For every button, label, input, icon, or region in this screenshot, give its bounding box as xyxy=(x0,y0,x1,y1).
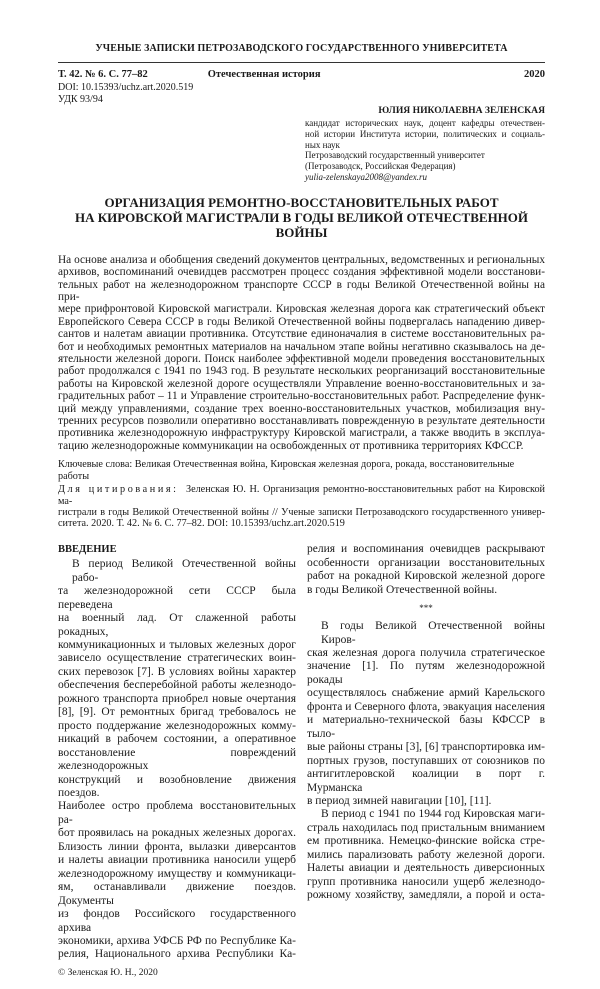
text-line: сантов и налетам авиации противника. Отсутствие единоначалия в системе восстановительных ра- xyxy=(58,328,545,341)
text-line: антигитлеровской коалиции в порт г. Мурманска xyxy=(307,768,545,794)
text-line: ций между управлениями, создание трех военно-восстановительных участков, мобилизация вну- xyxy=(58,402,545,415)
text-line: конструкций и возобновление движения поездов. xyxy=(58,773,296,799)
text-line: мились парализовать работу железной дороги. xyxy=(307,848,545,861)
keywords: Ключевые слова: Великая Отечественная война, Кировская железная дорога, рокада, восстановительные работы xyxy=(58,459,515,482)
text-line: ям, останавливали движение поездов. Документы xyxy=(58,881,296,907)
affiliation-line: ной истории Института истории, политических и социаль- xyxy=(305,128,545,139)
text-line: тренних ресурсов позволили оперативно восстанавливать поврежденную в результате деятельности xyxy=(58,415,545,428)
header-rule xyxy=(58,62,545,63)
citation-line: ситета. 2020. Т. 42. № 6. С. 77–82. DOI: 10.15393/uchz.art.2020.519 xyxy=(58,518,345,530)
text-line: ская железная дорога получила стратегическое xyxy=(307,647,545,659)
text-line: релия, Национального архива Республики Ка- xyxy=(58,948,296,961)
udk: УДК 93/94 xyxy=(58,93,103,105)
text-line: экономики, архива УФСБ РФ по Республике Ка- xyxy=(58,934,296,947)
text-line: ских перевозок [7]. В условиях войны характер xyxy=(58,665,296,678)
text-line: Европейского Севера СССР в годы Великой Отечественной войны подвергалась нападению дивер- xyxy=(58,315,545,328)
text-line: осуществлялось снабжение армий Карельского xyxy=(307,687,545,700)
text-line: и материально-технической базы КФССР в тыло- xyxy=(307,714,545,740)
text-line: Налеты авиации и деятельность диверсионных xyxy=(307,862,545,875)
text-line: Близость линии фронта, вылазки диверсантов xyxy=(58,840,296,853)
text-line: В период Великой Отечественной войны рабо- xyxy=(72,558,296,584)
text-line: релия и воспоминания очевидцев раскрывают xyxy=(307,543,545,556)
text-line: из фондов Российского государственного архива xyxy=(58,908,296,934)
text-line: обеспечения бесперебойной работы железнодо- xyxy=(58,679,296,692)
text-line: рожному хозяйству, замедляли, а порой и оста- xyxy=(307,889,545,902)
text-line: коммуникационных и тыловых железных дорог xyxy=(58,639,296,651)
body-columns xyxy=(58,543,545,979)
year: 2020 xyxy=(524,69,545,80)
text-line: тацию железнодорожные коммуникации на освобожденных от противника территориях КФССР. xyxy=(58,439,524,452)
text-line: градительных работ – 11 и Управление строительно-восстановительных работ. Распределение функ- xyxy=(58,390,545,403)
text-line: в годы Великой Отечественной войны. xyxy=(307,583,498,596)
text-line: особенности организации восстановительных xyxy=(307,556,545,569)
text-line: бот и необходимых ремонтных материалов на начальном этапе войны негативно сказывалось на де- xyxy=(58,340,545,353)
copyright: © Зеленская Ю. Н., 2020 xyxy=(58,967,158,978)
author-name: ЮЛИЯ НИКОЛАЕВНА ЗЕЛЕНСКАЯ xyxy=(378,105,545,116)
journal-title: УЧЕНЫЕ ЗАПИСКИ ПЕТРОЗАВОДСКОГО ГОСУДАРСТВЕННОГО УНИВЕРСИТЕТА xyxy=(95,43,508,54)
paragraph xyxy=(58,558,296,962)
text-line: рожного транспорта приобрел новые очертания xyxy=(58,692,296,705)
text-line: В период с 1941 по 1944 год Кировская маги- xyxy=(321,808,545,821)
text-line: ем противника. Немецко-финские войска стре- xyxy=(307,835,545,848)
text-line: работ продолжался с 1941 по 1943 год. В результате нескольких реорганизаций восстановительные xyxy=(58,365,545,378)
text-line: та железнодорожной сети СССР была переведена xyxy=(58,585,296,611)
author-block xyxy=(305,105,545,183)
text-line: портных грузов, поступавших от союзников по xyxy=(307,754,545,767)
title-line: ОРГАНИЗАЦИЯ РЕМОНТНО-ВОССТАНОВИТЕЛЬНЫХ РАБОТ xyxy=(104,194,499,210)
section-separator: *** xyxy=(419,603,433,614)
citation-text: Зеленская Ю. Н. Организация ремонтно-восстановительных работ на Кировской ма- xyxy=(58,484,545,507)
text-line: работы на Кировской железной дороге осуществляли Управление военно-восстановительных и за- xyxy=(58,377,545,390)
author-email[interactable]: yulia-zelenskaya2008@yandex.ru xyxy=(305,171,427,182)
text-line: архивов, воспоминаний очевидцев рассмотрен процесс создания эффективной модели восстанови- xyxy=(58,266,545,279)
text-line: мере прифронтовой Кировской магистрали. Кировская железная дорога как стратегический объект xyxy=(58,303,545,316)
paragraph xyxy=(307,620,545,808)
paragraph xyxy=(307,808,545,902)
left-column xyxy=(58,543,296,979)
citation-label: Для цитирования: xyxy=(58,484,179,496)
citation-line xyxy=(58,484,545,506)
text-line: и налеты авиации противника наносили ущерб xyxy=(58,854,296,867)
text-line: работ на рокадной Кировской железной дороге xyxy=(307,570,545,583)
text-line: бот проявилась на рокадных железных дорогах. xyxy=(58,827,296,840)
citation xyxy=(58,484,545,529)
text-line: вые районы страны [3], [6] транспортировка им- xyxy=(307,741,545,754)
section-name: Отечественная история xyxy=(207,69,321,80)
text-line: фронта и Северного флота, эвакуация населения xyxy=(307,700,545,713)
paragraph-intro-end xyxy=(307,543,545,597)
text-line: на военный лад. От слаженной работы рокадных, xyxy=(58,612,296,638)
text-line: просто поддержание железнодорожных комму- xyxy=(58,719,296,732)
article-title xyxy=(58,195,545,240)
text-line: групп противника наносили ущерб железнодо- xyxy=(307,875,545,888)
identifiers xyxy=(58,82,545,105)
abstract xyxy=(58,254,545,453)
text-line: противника железнодорожную инфраструктуру Кировской магистрали, а также вводить в эксплуа- xyxy=(58,427,545,440)
text-line: железнодорожному имуществу и коммуникаци- xyxy=(58,867,296,880)
text-line: ятельности железной дороги. Поиск наиболее эффективной модели проведения восстановительных xyxy=(58,353,545,366)
text-line: В годы Великой Отечественной войны Киров- xyxy=(321,620,545,646)
affiliation-line: ных наук xyxy=(305,139,340,150)
text-line: тельных работ на железнодорожном транспорте СССР в годы Великой Отечественной войны на при- xyxy=(58,278,545,303)
title-line: НА КИРОВСКОЙ МАГИСТРАЛИ В ГОДЫ ВЕЛИКОЙ ОТЕЧЕСТВЕННОЙ ВОЙНЫ xyxy=(74,209,529,240)
doi: DOI: 10.15393/uchz.art.2020.519 xyxy=(58,82,194,93)
text-line: страль находилась под пристальным вниманием xyxy=(307,821,545,834)
text-line: На основе анализа и обобщения сведений документов центральных, ведомственных и региональных xyxy=(58,253,545,266)
affiliation-line: кандидат исторических наук, доцент кафедры отечествен- xyxy=(305,118,545,128)
text-line: значение [1]. По путям железнодорожной рокады xyxy=(307,660,545,686)
text-line: Наиболее остро проблема восстановительных ра- xyxy=(58,800,296,826)
citation-line: гистрали в годы Великой Отечественной войны // Ученые записки Петрозаводского государственного универ- xyxy=(58,506,545,518)
right-column xyxy=(307,543,545,902)
intro-heading: ВВЕДЕНИЕ xyxy=(58,544,117,556)
affiliation-line: (Петрозаводск, Российская Федерация) xyxy=(305,161,456,172)
text-line: восстановление повреждений железнодорожных xyxy=(58,746,296,773)
text-line: никаций в рабочем состоянии, а оперативное xyxy=(58,733,296,746)
author-affiliation xyxy=(305,118,545,183)
text-line: [8], [9]. От ремонтных бригад требовалось не xyxy=(58,706,296,719)
text-line: зависело осуществление стратегических воин- xyxy=(58,652,296,665)
issue-meta xyxy=(58,69,545,81)
volume-info: Т. 42. № 6. С. 77–82 xyxy=(58,69,148,80)
affiliation-line: Петрозаводский государственный университет xyxy=(305,150,485,161)
text-line: в период зимней навигации [10], [11]. xyxy=(307,794,492,807)
